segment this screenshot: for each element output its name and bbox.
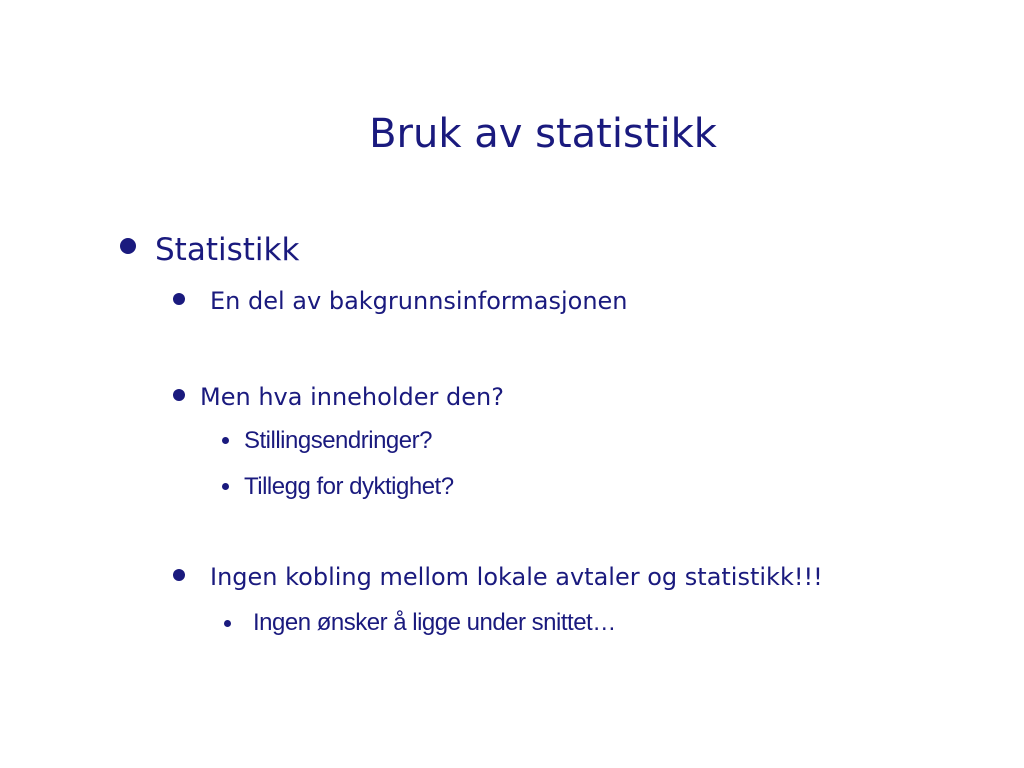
bullet-5-marker bbox=[222, 483, 229, 490]
bullet-3-text: Men hva inneholder den? bbox=[200, 383, 504, 411]
bullet-6-text: Ingen kobling mellom lokale avtaler og statistikk!!! bbox=[210, 563, 823, 591]
bullet-7-marker bbox=[224, 620, 231, 627]
bullet-2-text: En del av bakgrunnsinformasjonen bbox=[210, 287, 628, 315]
bullet-1-marker bbox=[120, 238, 136, 254]
bullet-5-text: Tillegg for dyktighet? bbox=[244, 473, 454, 500]
bullet-7-text: Ingen ønsker å ligge under snittet… bbox=[253, 609, 616, 636]
slide-title: Bruk av statistikk bbox=[369, 111, 717, 157]
bullet-4-marker bbox=[222, 437, 229, 444]
bullet-6-marker bbox=[173, 569, 185, 581]
bullet-2-marker bbox=[173, 293, 185, 305]
bullet-4-text: Stillingsendringer? bbox=[244, 427, 432, 454]
bullet-1-text: Statistikk bbox=[155, 232, 300, 268]
bullet-3-marker bbox=[173, 389, 185, 401]
